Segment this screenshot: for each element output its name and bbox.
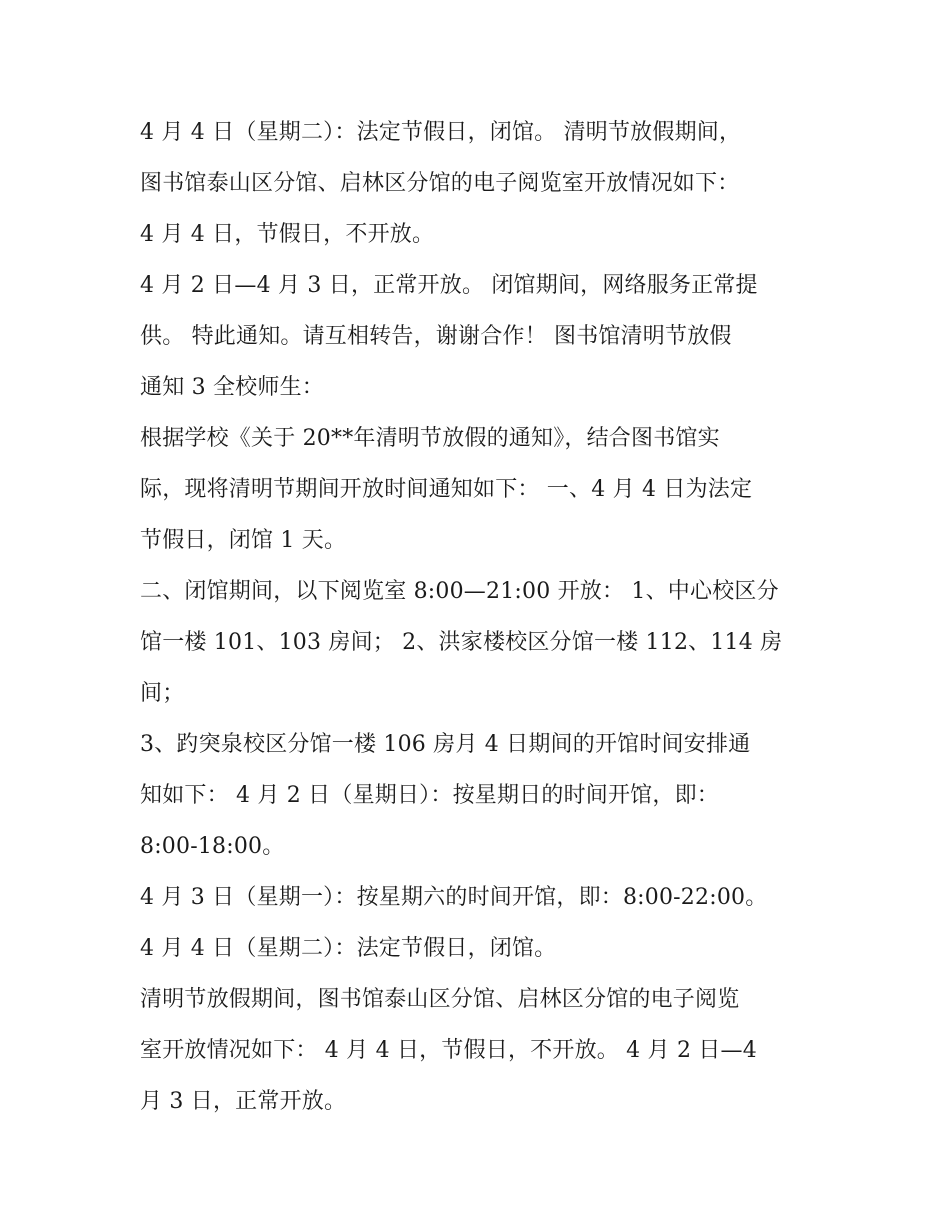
- text-line: 3、趵突泉校区分馆一楼 106 房月 4 日期间的开馆时间安排通: [140, 732, 751, 757]
- text-line: 8:00-18:00。: [140, 834, 285, 859]
- text-line: 室开放情况如下： 4 月 4 日，节假日，不开放。 4 月 2 日—4: [140, 1038, 757, 1063]
- text-line: 4 月 2 日—4 月 3 日，正常开放。 闭馆期间，网络服务正常提: [140, 273, 758, 298]
- text-line: 间；: [140, 681, 185, 706]
- document-body: [140, 107, 820, 1127]
- text-line: 图书馆泰山区分馆、启林区分馆的电子阅览室开放情况如下：: [140, 171, 740, 196]
- text-line: 根据学校《关于 20**年清明节放假的通知》，结合图书馆实: [140, 426, 720, 451]
- text-line: 4 月 4 日（星期二）：法定节假日，闭馆。 清明节放假期间，: [140, 120, 742, 145]
- text-line: 通知 3 全校师生：: [140, 375, 324, 400]
- text-line: 月 3 日，正常开放。: [140, 1089, 347, 1114]
- text-line: 馆一楼 101、103 房间； 2、洪家楼校区分馆一楼 112、114 房: [140, 630, 783, 655]
- text-line: 清明节放假期间，图书馆泰山区分馆、启林区分馆的电子阅览: [140, 987, 740, 1012]
- text-line: 际，现将清明节期间开放时间通知如下： 一、4 月 4 日为法定: [140, 477, 753, 502]
- text-line: 二、闭馆期间，以下阅览室 8:00—21:00 开放： 1、中心校区分: [140, 579, 779, 604]
- text-line: 4 月 4 日（星期二）：法定节假日，闭馆。: [140, 936, 557, 961]
- text-line: 4 月 3 日（星期一）：按星期六的时间开馆，即：8:00-22:00。: [140, 885, 768, 910]
- text-line: 知如下： 4 月 2 日（星期日）：按星期日的时间开馆，即：: [140, 783, 719, 808]
- text-line: 节假日，闭馆 1 天。: [140, 528, 347, 553]
- text-line: 4 月 4 日，节假日，不开放。: [140, 222, 435, 247]
- text-line: 供。 特此通知。请互相转告，谢谢合作！ 图书馆清明节放假: [140, 324, 732, 349]
